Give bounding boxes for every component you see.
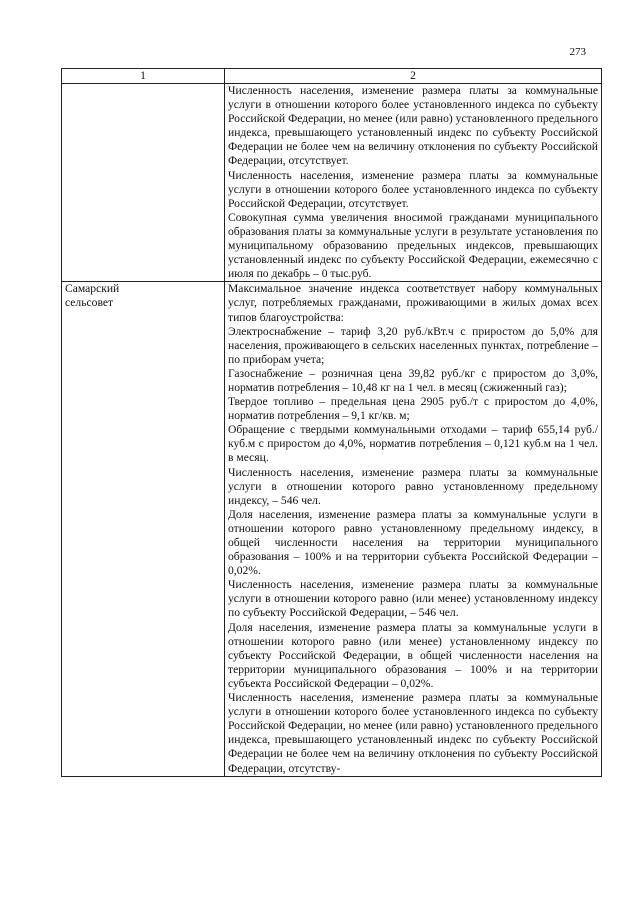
- paragraph: Доля населения, изменение размера платы за коммунальные услуги в отношении которого равно установленному предельному индексу, в общей численности населения на территории муниципального образования – 100% и на территории субъекта Российской Федерации – 0,02%.: [228, 507, 598, 578]
- document-table: [61, 68, 602, 777]
- region-name-line: сельсовет: [65, 296, 114, 310]
- column-header-1: 1: [62, 69, 225, 84]
- description-cell: [225, 282, 602, 776]
- paragraph: Доля населения, изменение размера платы за коммунальные услуги в отношении которого равно (или менее) установленному индексу по субъекту Российской Федерации, в общей численности населения на территории муниципального образования – 100% и на территории субъекта Российской Федерации – 0,02%.: [228, 620, 598, 690]
- region-name-line: Самарский: [65, 282, 120, 296]
- region-cell: [62, 282, 225, 776]
- page-number: 273: [569, 46, 586, 58]
- paragraph: Твердое топливо – предельная цена 2905 руб./т с приростом до 4,0%, норматив потребления – 9,1 кг/кв. м;: [228, 395, 598, 423]
- table-row: [62, 282, 602, 776]
- table-row: [62, 84, 602, 282]
- paragraph: Электроснабжение – тариф 3,20 руб./кВт.ч с приростом до 5,0% для населения, проживающего в сельских населенных пунктах, потребление – по приборам учета;: [228, 324, 598, 366]
- column-header-2: 2: [225, 69, 602, 84]
- paragraph: Численность населения, изменение размера платы за коммунальные услуги в отношении которого более установленного индекса по субъекту Российской Федерации, но менее (или равно) установленного предельного индекса, превышающего установленный индекс по субъекту Российской Федерации не более чем на величину отклонения по субъекту Российской Федерации, отсутству-: [228, 691, 598, 775]
- table-header-row: [62, 69, 602, 84]
- paragraph: Обращение с твердыми коммунальными отходами – тариф 655,14 руб./куб.м с приростом до 4,0%, норматив потребления – 0,121 куб.м на 1 чел. в месяц.: [228, 423, 598, 465]
- region-cell: [62, 84, 225, 282]
- paragraph: Численность населения, изменение размера платы за коммунальные услуги в отношении которого более установленного индекса по субъекту Российской Федерации, отсутствует.: [228, 168, 598, 210]
- paragraph: Численность населения, изменение размера платы за коммунальные услуги в отношении которого более установленного индекса по субъекту Российской Федерации, но менее (или равно) установленного предельного индекса, превышающего установленный индекс по субъекту Российской Федерации не более чем на величину отклонения по субъекту Российской Федерации, отсутствует.: [228, 84, 598, 168]
- paragraph: Совокупная сумма увеличения вносимой гражданами муниципального образования платы за коммунальные услуги в результате установления по муниципальному образованию предельных индексов, превышающих установленный индекс по субъекту Российской Федерации, ежемесячно с июля по декабрь – 0 тыс.руб.: [228, 210, 598, 281]
- paragraph: Газоснабжение – розничная цена 39,82 руб./кг с приростом до 3,0%, норматив потребления – 10,48 кг на 1 чел. в месяц (сжиженный газ);: [228, 366, 598, 394]
- paragraph: Численность населения, изменение размера платы за коммунальные услуги в отношении которого равно установленному предельному индексу, – 546 чел.: [228, 465, 598, 507]
- description-cell: [225, 84, 602, 282]
- paragraph: Максимальное значение индекса соответствует набору коммунальных услуг, потребляемых гражданами, проживающими в жилых домах всех типов благоустройства:: [228, 282, 598, 324]
- paragraph: Численность населения, изменение размера платы за коммунальные услуги в отношении которого равно (или менее) установленному индексу по субъекту Российской Федерации, – 546 чел.: [228, 578, 598, 620]
